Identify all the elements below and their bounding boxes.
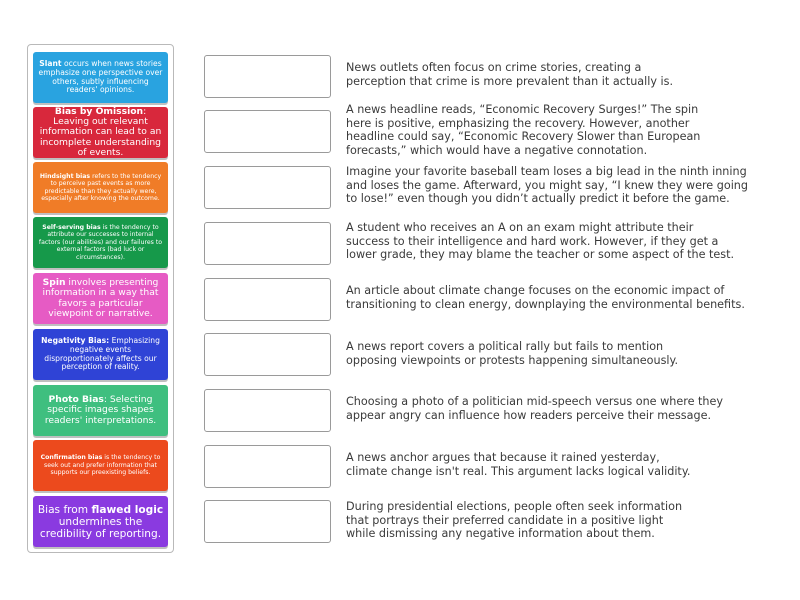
drop-slot-3[interactable]	[204, 166, 331, 209]
description-9: During presidential elections, people often seek information that portrays their preferred candidate in a positive light while dismissing any negative information about them.	[346, 500, 683, 541]
tile-spin[interactable]	[33, 273, 168, 324]
tile-text: Bias by Omission: Leaving out relevant information can lead to an incomplete understanding of events.	[39, 106, 162, 158]
drop-slot-5[interactable]	[204, 278, 331, 321]
tile-text: Spin involves presenting information in a way that favors a particular viewpoint or narrative.	[42, 277, 159, 319]
tile-text: Confirmation bias is the tendency to seek out and prefer information that supports our preexisting beliefs.	[40, 454, 161, 477]
drop-slot-2[interactable]	[204, 110, 331, 153]
description-1: News outlets often focus on crime stories, creating a perception that crime is more prevalent than it actually is.	[346, 61, 674, 88]
drop-slot-6[interactable]	[204, 333, 331, 376]
description-3: Imagine your favorite baseball team loses a big lead in the ninth inning and loses the game. Afterward, you might say, “I knew they were going to lose!” even though you didn’t actually predict it before the game.	[346, 165, 748, 206]
tile-self-serving-bias[interactable]	[33, 217, 168, 268]
description-5: An article about climate change focuses on the economic impact of transitioning to clean energy, downplaying the environmental benefits.	[346, 284, 745, 311]
tile-text: Slant occurs when news stories emphasize one perspective over others, subtly influencing readers' opinions.	[38, 59, 163, 95]
tile-text: Bias from flawed logic undermines the credibility of reporting.	[37, 503, 164, 540]
description-2: A news headline reads, “Economic Recovery Surges!” The spin here is positive, emphasizing the recovery. However, another headline could say, “Economic Recovery Slower than European forecasts,” which would have a negative connotation.	[346, 103, 701, 157]
description-4: A student who receives an A on an exam might attribute their success to their intelligence and hard work. However, if they get a lower grade, they may blame the teacher or some aspect of the test.	[346, 221, 735, 262]
drop-slot-1[interactable]	[204, 55, 331, 98]
answer-tray	[27, 44, 174, 553]
drop-slot-7[interactable]	[204, 389, 331, 432]
tile-text: Photo Bias: Selecting specific images shapes readers' interpretations.	[44, 394, 157, 426]
tile-text: Negativity Bias: Emphasizing negative events disproportionately affects our perception of reality.	[41, 336, 160, 372]
tile-negativity-bias[interactable]	[33, 329, 168, 380]
description-8: A news anchor argues that because it rained yesterday, climate change isn't real. This argument lacks logical validity.	[346, 451, 691, 478]
drop-slot-4[interactable]	[204, 222, 331, 265]
tile-bias-by-omission[interactable]	[33, 107, 168, 158]
tile-hindsight-bias[interactable]	[33, 162, 168, 213]
tile-text: Self-serving bias is the tendency to attribute our successes to internal factors (our abilities) and our failures to external factors (bad luck or circumstances).	[38, 223, 163, 261]
description-6: A news report covers a political rally but fails to mention opposing viewpoints or protests happening simultaneously.	[346, 340, 679, 367]
tile-photo-bias[interactable]	[33, 385, 168, 436]
tile-confirmation-bias[interactable]	[33, 440, 168, 491]
tile-text: Hindsight bias refers to the tendency to perceive past events as more predictable than they actually were, especially after knowing the outcome.	[39, 172, 162, 202]
description-7: Choosing a photo of a politician mid-speech versus one where they appear angry can influence how readers perceive their message.	[346, 395, 723, 422]
tile-slant[interactable]	[33, 52, 168, 103]
drop-slot-8[interactable]	[204, 445, 331, 488]
tile-flawed-logic[interactable]	[33, 496, 168, 547]
drop-slot-9[interactable]	[204, 500, 331, 543]
